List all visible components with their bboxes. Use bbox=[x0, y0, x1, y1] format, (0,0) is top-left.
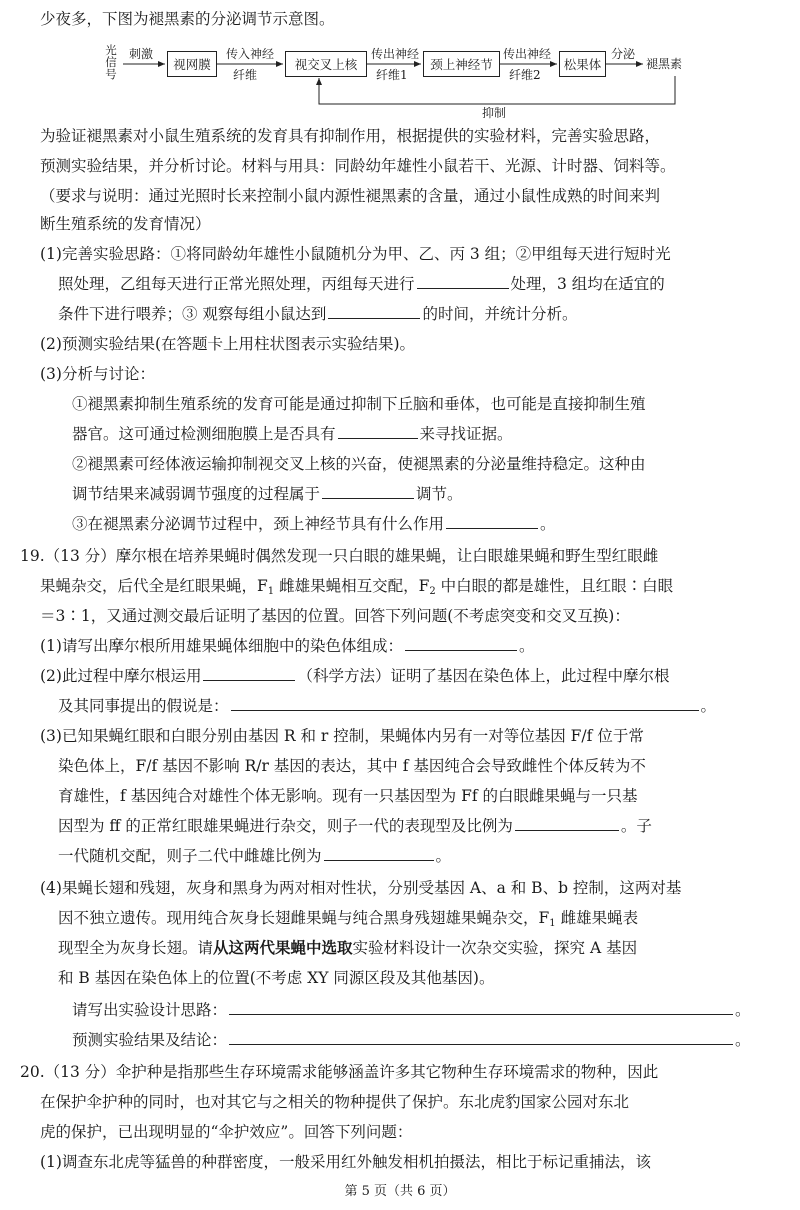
melatonin-label: 褪黑素 bbox=[646, 57, 683, 71]
text: 。 bbox=[518, 637, 535, 655]
q18-part3: (3)分析与讨论： bbox=[40, 365, 155, 383]
text: 及其同事提出的假说是： bbox=[58, 697, 229, 715]
answer-blank[interactable] bbox=[446, 514, 538, 529]
text: 条件下进行喂养；③ 观察每组小鼠达到 bbox=[58, 305, 327, 323]
text: 请写出实验设计思路： bbox=[72, 1001, 228, 1019]
light-signal-label: 光信号 bbox=[105, 43, 117, 81]
answer-blank[interactable] bbox=[229, 1000, 733, 1015]
q18-part3-2b bbox=[72, 484, 463, 504]
retina-box: 视网膜 bbox=[167, 51, 217, 77]
text: 。 bbox=[735, 1031, 751, 1049]
q19-part4-f bbox=[72, 1030, 751, 1050]
text: （科学方法）证明了基因在染色体上，此过程中摩尔根 bbox=[297, 667, 670, 685]
q20-part1: (1)调查东北虎等猛兽的种群密度，一般采用红外触发相机拍摄法，相比于标记重捕法，该 bbox=[40, 1153, 651, 1171]
q19-part3-c: 育雄性，f 基因纯合对雄性个体无影响。现有一只基因型为 Ff 的白眼雌果蝇与一只基 bbox=[58, 787, 638, 805]
q19-line-1: 19.（13 分）摩尔根在培养果蝇时偶然发现一只白眼的雄果蝇，让白眼雄果蝇和野生型红眼雌 bbox=[20, 547, 659, 565]
text: 。 bbox=[700, 697, 717, 715]
text: 调节。 bbox=[416, 485, 463, 503]
text: 。子 bbox=[620, 817, 652, 835]
text: ③在褪黑素分泌调节过程中，颈上神经节具有什么作用 bbox=[72, 515, 445, 533]
secrete-label: 分泌 bbox=[611, 47, 636, 61]
answer-blank[interactable] bbox=[338, 424, 418, 439]
q18-intro-2: 预测实验结果，并分析讨论。材料与用具：同龄幼年雄性小鼠若干、光源、计时器、饲料等。 bbox=[40, 157, 676, 175]
q19-line-2 bbox=[40, 576, 673, 596]
q19-part4-d: 和 B 基因在染色体上的位置(不考虑 XY 同源区段及其他基因)。 bbox=[58, 969, 495, 987]
q19-part2-b bbox=[58, 696, 716, 716]
answer-blank[interactable] bbox=[231, 696, 699, 711]
answer-blank[interactable] bbox=[229, 1030, 733, 1045]
efferent2-bottom-label: 纤维2 bbox=[509, 68, 541, 82]
answer-blank[interactable] bbox=[417, 274, 509, 289]
text: 。 bbox=[735, 1001, 751, 1019]
q19-part4-c bbox=[58, 938, 637, 958]
q20-line-1: 20.（13 分）伞护种是指那些生存环境需求能够涵盖许多其它物种生存环境需求的物种，因此 bbox=[20, 1063, 659, 1081]
q19-line-3: ＝3∶1，又通过测交最后证明了基因的位置。回答下列问题(不考虑突变和交叉互换)： bbox=[40, 607, 630, 625]
q19-part4-b bbox=[58, 908, 638, 928]
efferent2-top-label: 传出神经 bbox=[503, 47, 552, 61]
text: 因型为 ff 的正常红眼雄果蝇进行杂交，则子一代的表现型及比例为 bbox=[58, 817, 513, 835]
q19-part3-d bbox=[58, 816, 652, 836]
text: 的时间，并统计分析。 bbox=[422, 305, 578, 323]
q18-part3-1b bbox=[72, 424, 513, 444]
text: 。 bbox=[435, 847, 452, 865]
text: 一代随机交配，则子二代中雌雄比例为 bbox=[58, 847, 322, 865]
q19-part4-e bbox=[72, 1000, 751, 1020]
q18-intro-1: 为验证褪黑素对小鼠生殖系统的发育具有抑制作用，根据提供的实验材料，完善实验思路， bbox=[40, 127, 661, 145]
q18-part2: (2)预测实验结果(在答题卡上用柱状图表示实验结果)。 bbox=[40, 335, 416, 353]
text: 照处理，乙组每天进行正常光照处理，丙组每天进行 bbox=[58, 275, 415, 293]
q19-part3-a: (3)已知果蝇红眼和白眼分别由基因 R 和 r 控制，果蝇体内另有一对等位基因 F/f 位于常 bbox=[40, 727, 644, 745]
text: 。 bbox=[540, 515, 556, 533]
q18-part3-1a: ①褪黑素抑制生殖系统的发育可能是通过抑制下丘脑和垂体，也可能是直接抑制生殖 bbox=[72, 395, 646, 413]
text: (1)请写出摩尔根所用雄果蝇体细胞中的染色体组成： bbox=[40, 637, 403, 655]
q18-part3-2a: ②褪黑素可经体液运输抑制视交叉上核的兴奋，使褪黑素的分泌量维持稳定。这种由 bbox=[72, 455, 646, 473]
answer-blank[interactable] bbox=[515, 816, 619, 831]
inhibit-label: 抑制 bbox=[482, 106, 507, 120]
answer-blank[interactable] bbox=[405, 636, 517, 651]
answer-blank[interactable] bbox=[324, 846, 434, 861]
text: 预测实验结果及结论： bbox=[72, 1031, 228, 1049]
text: 中白眼的都是雄性，且红眼∶白眼 bbox=[440, 577, 674, 595]
intro-line: 少夜多，下图为褪黑素的分泌调节示意图。 bbox=[40, 10, 335, 28]
text: 处理，3 组均在适宜的 bbox=[510, 275, 665, 293]
q20-line-3: 虎的保护，已出现明显的“伞护效应”。回答下列问题： bbox=[40, 1123, 413, 1141]
efferent1-top-label: 传出神经 bbox=[371, 47, 420, 61]
q19-part1 bbox=[40, 636, 534, 656]
pineal-box: 松果体 bbox=[559, 51, 606, 77]
efferent1-bottom-label: 纤维1 bbox=[376, 68, 408, 82]
text: 果蝇杂交，后代全是红眼果蝇，F bbox=[40, 577, 268, 595]
q18-part3-3 bbox=[72, 514, 556, 534]
q19-part3-b: 染色体上，F/f 基因不影响 R/r 基因的表达，其中 f 基因纯合会导致雌性个体反转为不 bbox=[58, 757, 646, 775]
text: 器官。这可通过检测细胞膜上是否具有 bbox=[72, 425, 336, 443]
text: (2)此过程中摩尔根运用 bbox=[40, 667, 202, 685]
subscript: 2 bbox=[429, 586, 436, 597]
q18-part1-b bbox=[58, 274, 665, 294]
melatonin-regulation-diagram bbox=[105, 42, 715, 118]
stimulus-label: 刺激 bbox=[129, 47, 154, 61]
answer-blank[interactable] bbox=[328, 304, 420, 319]
text: 调节结果来减弱调节强度的过程属于 bbox=[72, 485, 321, 503]
scg-box: 颈上神经节 bbox=[423, 51, 500, 77]
answer-blank[interactable] bbox=[203, 666, 295, 681]
afferent-top-label: 传入神经 bbox=[226, 47, 275, 61]
text: 现型全为灰身长翅。请 bbox=[58, 939, 214, 957]
q18-intro-3: （要求与说明：通过光照时长来控制小鼠内源性褪黑素的含量，通过小鼠性成熟的时间来判 bbox=[40, 187, 661, 205]
q19-part2 bbox=[40, 666, 669, 686]
page-footer: 第 5 页（共 6 页） bbox=[344, 1184, 456, 1199]
text: 雌雄果蝇相互交配，F bbox=[279, 577, 430, 595]
scn-box: 视交叉上核 bbox=[285, 51, 367, 77]
q18-part1-c bbox=[58, 304, 577, 324]
text: 因不独立遗传。现用纯合灰身长翅雌果蝇与纯合黑身残翅雄果蝇杂交，F bbox=[58, 909, 550, 927]
q20-line-2: 在保护伞护种的同时，也对其它与之相关的物种提供了保护。东北虎豹国家公园对东北 bbox=[40, 1093, 630, 1111]
text: 实验材料设计一次杂交实验，探究 A 基因 bbox=[352, 939, 638, 957]
q18-intro-4: 断生殖系统的发育情况） bbox=[40, 215, 211, 233]
emphasis-text: 从这两代果蝇中选取 bbox=[213, 938, 353, 957]
afferent-bottom-label: 纤维 bbox=[233, 68, 258, 82]
q19-part4-a: (4)果蝇长翅和残翅，灰身和黑身为两对相对性状，分别受基因 A、a 和 B、b 控制，这两对基 bbox=[40, 879, 682, 897]
text: 来寻找证据。 bbox=[419, 425, 513, 443]
text: 雌雄果蝇表 bbox=[560, 909, 639, 927]
q18-part1-a: (1)完善实验思路：①将同龄幼年雄性小鼠随机分为甲、乙、丙 3 组；②甲组每天进行短时光 bbox=[40, 245, 671, 263]
subscript: 1 bbox=[267, 586, 275, 597]
answer-blank[interactable] bbox=[322, 484, 414, 499]
q19-part3-e bbox=[58, 846, 451, 866]
subscript: 1 bbox=[549, 918, 556, 929]
